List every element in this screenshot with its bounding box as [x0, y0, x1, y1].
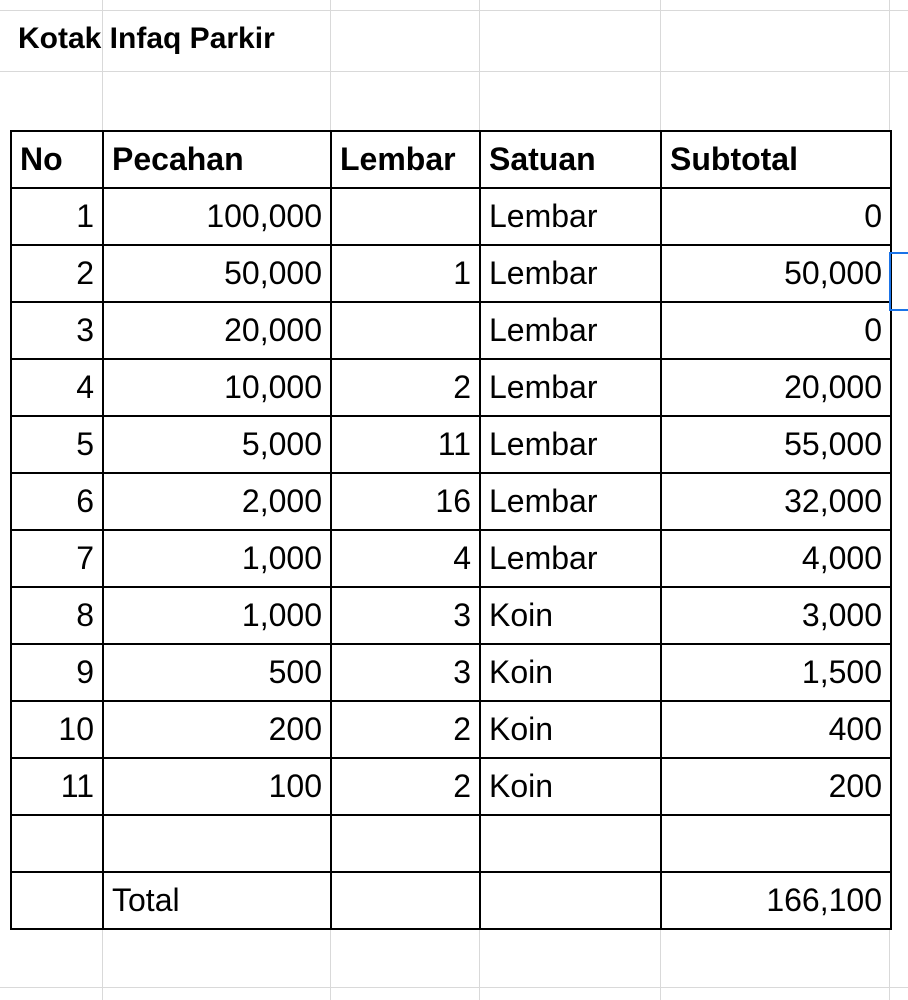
table-row: [11, 359, 891, 416]
cell-pecahan[interactable]: 2,000: [103, 473, 331, 530]
cell-no[interactable]: 10: [11, 701, 103, 758]
empty-cell[interactable]: [11, 815, 103, 872]
cell-subtotal[interactable]: 0: [661, 302, 891, 359]
selected-cell-outline[interactable]: [889, 252, 908, 311]
gridline-horizontal: [0, 987, 908, 988]
header-row: [11, 131, 891, 188]
cell-lembar[interactable]: 16: [331, 473, 480, 530]
cell-satuan[interactable]: Lembar: [480, 530, 661, 587]
cell-subtotal[interactable]: 55,000: [661, 416, 891, 473]
header-satuan[interactable]: Satuan: [480, 131, 661, 188]
cell-subtotal[interactable]: 3,000: [661, 587, 891, 644]
cell-no[interactable]: 4: [11, 359, 103, 416]
gridline-horizontal: [0, 10, 908, 11]
cell-no[interactable]: 5: [11, 416, 103, 473]
total-label[interactable]: Total: [103, 872, 331, 929]
cell-no[interactable]: 11: [11, 758, 103, 815]
gridline-horizontal: [0, 71, 908, 72]
table-row: [11, 245, 891, 302]
denomination-table: [10, 130, 892, 930]
cell-lembar[interactable]: [331, 188, 480, 245]
cell-satuan[interactable]: Lembar: [480, 416, 661, 473]
cell-lembar[interactable]: 3: [331, 644, 480, 701]
cell-satuan[interactable]: Lembar: [480, 473, 661, 530]
cell-pecahan[interactable]: 20,000: [103, 302, 331, 359]
cell-satuan[interactable]: Lembar: [480, 245, 661, 302]
cell-pecahan[interactable]: 500: [103, 644, 331, 701]
empty-cell[interactable]: [103, 815, 331, 872]
empty-cell[interactable]: [11, 872, 103, 929]
cell-pecahan[interactable]: 1,000: [103, 530, 331, 587]
empty-cell[interactable]: [331, 872, 480, 929]
table-row: [11, 530, 891, 587]
table-row: [11, 302, 891, 359]
header-pecahan[interactable]: Pecahan: [103, 131, 331, 188]
cell-pecahan[interactable]: 1,000: [103, 587, 331, 644]
empty-cell[interactable]: [480, 872, 661, 929]
cell-satuan[interactable]: Lembar: [480, 188, 661, 245]
sheet-title[interactable]: Kotak Infaq Parkir: [18, 22, 275, 55]
cell-lembar[interactable]: 2: [331, 359, 480, 416]
cell-no[interactable]: 1: [11, 188, 103, 245]
cell-no[interactable]: 9: [11, 644, 103, 701]
cell-pecahan[interactable]: 50,000: [103, 245, 331, 302]
empty-cell[interactable]: [661, 815, 891, 872]
cell-subtotal[interactable]: 200: [661, 758, 891, 815]
cell-subtotal[interactable]: 50,000: [661, 245, 891, 302]
empty-cell[interactable]: [480, 815, 661, 872]
cell-pecahan[interactable]: 100,000: [103, 188, 331, 245]
cell-no[interactable]: 2: [11, 245, 103, 302]
cell-lembar[interactable]: 1: [331, 245, 480, 302]
cell-satuan[interactable]: Koin: [480, 644, 661, 701]
cell-no[interactable]: 7: [11, 530, 103, 587]
cell-lembar[interactable]: 2: [331, 758, 480, 815]
empty-row: [11, 815, 891, 872]
cell-subtotal[interactable]: 4,000: [661, 530, 891, 587]
table-row: [11, 644, 891, 701]
cell-subtotal[interactable]: 20,000: [661, 359, 891, 416]
empty-cell[interactable]: [331, 815, 480, 872]
cell-subtotal[interactable]: 0: [661, 188, 891, 245]
cell-satuan[interactable]: Lembar: [480, 359, 661, 416]
table-row: [11, 473, 891, 530]
total-value[interactable]: 166,100: [661, 872, 891, 929]
cell-subtotal[interactable]: 32,000: [661, 473, 891, 530]
cell-no[interactable]: 8: [11, 587, 103, 644]
table-row: [11, 587, 891, 644]
cell-satuan[interactable]: Koin: [480, 701, 661, 758]
table-row: [11, 416, 891, 473]
cell-pecahan[interactable]: 10,000: [103, 359, 331, 416]
cell-satuan[interactable]: Lembar: [480, 302, 661, 359]
header-lembar[interactable]: Lembar: [331, 131, 480, 188]
cell-subtotal[interactable]: 1,500: [661, 644, 891, 701]
cell-no[interactable]: 3: [11, 302, 103, 359]
cell-no[interactable]: 6: [11, 473, 103, 530]
cell-pecahan[interactable]: 100: [103, 758, 331, 815]
total-row: [11, 872, 891, 929]
cell-subtotal[interactable]: 400: [661, 701, 891, 758]
cell-lembar[interactable]: 4: [331, 530, 480, 587]
cell-lembar[interactable]: 3: [331, 587, 480, 644]
header-no[interactable]: No: [11, 131, 103, 188]
table-row: [11, 188, 891, 245]
cell-pecahan[interactable]: 5,000: [103, 416, 331, 473]
cell-satuan[interactable]: Koin: [480, 758, 661, 815]
cell-lembar[interactable]: 2: [331, 701, 480, 758]
cell-pecahan[interactable]: 200: [103, 701, 331, 758]
table-row: [11, 758, 891, 815]
cell-satuan[interactable]: Koin: [480, 587, 661, 644]
cell-lembar[interactable]: 11: [331, 416, 480, 473]
table-row: [11, 701, 891, 758]
header-subtotal[interactable]: Subtotal: [661, 131, 891, 188]
cell-lembar[interactable]: [331, 302, 480, 359]
